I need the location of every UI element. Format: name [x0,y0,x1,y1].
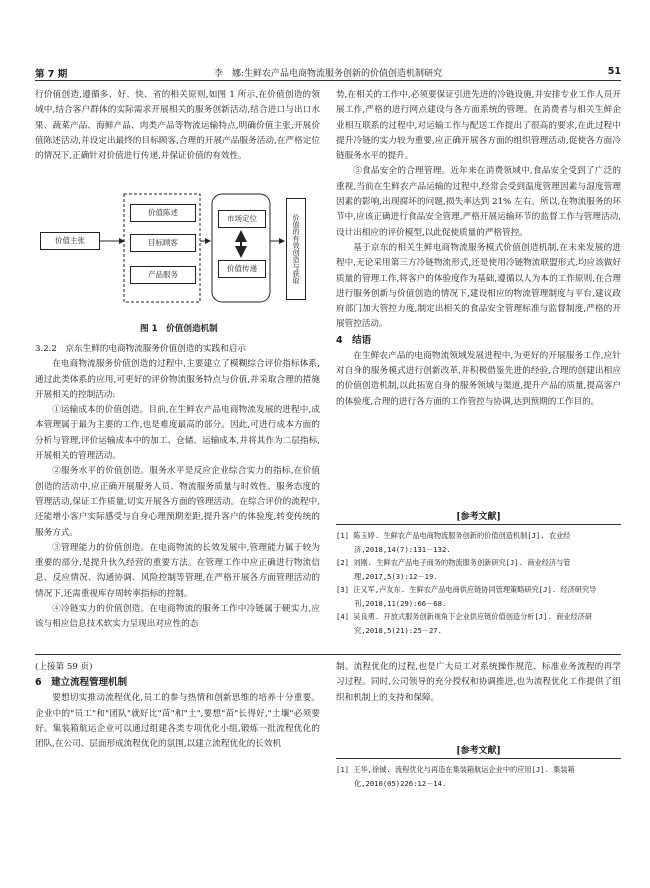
paragraph: 要想切实推动流程优化,员工的参与热情和创新思维的培养十分重要。企业中的"员工"和"团队"就好比"苗"和"土",要想"苗"长得好,"土壤"必须要好。集装箱航运企业可以通过组建各类专项优化小组,锻炼一批流程优化的团队,在公司、层面形成流程优化的氛围,以建立流程优化的长效机 [35,693,320,750]
bottom-right-column [336,660,621,706]
running-header [35,64,621,81]
value-statement-box: 价值陈述 [130,204,196,222]
bottom-left-column [35,660,320,752]
references-title: [参考文献] [456,512,501,522]
value-proposition-box: 价值主张 [40,232,100,250]
paragraph: 在电商物流服务价值创造的过程中,主要建立了模糊综合评价指标体系,通过此类体系的应用,可更好的评价物流服务特点与价值,并采取合理的措施开展相关的控制活动: [35,359,320,400]
section-heading: 6 建立流程管理机制 [35,677,128,689]
section-heading: 3.2.2 京东生鲜的电商物流服务价值创造的实践和启示 [35,344,246,354]
continued-note: (上接第 59 页) [35,662,93,672]
reference-item: [1] 王华,徐铖. 流程优化与再造在集装箱航运企业中的应用[J]. 集装箱化,2010(05)226:12－14. [336,765,575,788]
references-title: [参考文献] [456,746,501,756]
paragraph: 在生鲜农产品的电商物流领域发展进程中,为更好的开展服务工作,应针对自身的服务模式进行创新改革,并积极借鉴先进的经验,合理的创建出相应的价值创造机制,以此拓宽自身的服务领域与渠道,提升产品的质量,提高客户的体验度,合理的进行各方面的工作管控与协调,达到预期的工作目的。 [336,350,621,407]
section-divider [35,654,621,655]
running-title: 李 娜:生鲜农产品电商物流服务创新的价值创造机制研究 [213,69,443,79]
section-heading: 4 结语 [336,334,372,346]
issue-number: 第 7 期 [35,69,68,80]
paragraph: ⑤食品安全的合理管理。近年来在消费领域中,食品安全受到了广泛的重视,当前在生鲜农产品运输的过程中,经常会受到温度管理因素与湿度管理因素的影响,出现腐坏的问题,损失率达到 21% 左右。所以,在物流服务的环节中,应该正确进行食品安全管理,严格开展运输环节的监督工作与管理活动,设计出相应的评价模型,以此促使质量的严格管控。 [336,166,621,238]
paragraph: ②服务水平的价值创造。服务水平是反应企业综合实力的指标,在价值创造的活动中,应正确开展服务人员、物流服务质量与时效性、服务态度的管理活动,保证工作质量,切实开展各方面的管理活动。在综合评价的流程中,还能增小客户实际感受与自身心理预期差距,提升客户的体验度,转变传统的服务方式。 [35,466,320,538]
reference-item: [4] 吴良勇. 开放式服务创新视角下企业供应链价值创造分析[J]. 商业经济研究,2018,5(21):25－27. [336,612,593,635]
paragraph: 势,在相关的工作中,必须要保证引进先进的冷链设施,并安排专业工作人员开展工作,严格的进行网点建设与各方面系统的管理。在消费者与相关生鲜企业相互联系的过程中,对运输工作与配送工作提出了很高的要求,在此过程中提升冷链的实力较为重要,应正确开展各方面的组织管理活动,促使各方面冷链服务水平的提升。 [336,90,621,162]
reference-item: [3] 汪又军,卢友东. 生鲜农产品电商供应链协同管理策略研究[J]. 经济研究导刊,2018,11(29):66－68. [336,585,597,608]
left-column-bottom [35,342,320,633]
paragraph: 制。流程优化的过程,也是广大员工对系统操作规范、标准业务流程的再学习过程。同时,公司领导的充分授权和协调推进,也为流程优化工作提供了组织和机制上的支持和保障。 [336,662,621,703]
page-number: 51 [607,66,621,77]
product-service-box: 产品服务 [130,266,196,284]
figure-value-creation [40,192,320,304]
value-capture-box: 价值的有效创造与获取 [286,198,306,300]
reference-item: [2] 刘刚. 生鲜农产品电子商务的物流服务创新研究[J]. 商业经济与管理,2017,5(3):12－19. [336,558,571,581]
target-customer-box: 目标顾客 [130,234,196,252]
paragraph: 基于京东的相关生鲜电商物流服务模式价值创造机制,在未来发展的进程中,无论采用第三方冷链物流形式,还是使用冷链物流联盟形式,均应该做好质量的管理工作,将客户的体验度作为基础,遵循以人为本的工作原则,在合理进行服务创新与价值创造的情况下,建设相应的物流管理制度与平台,建议政府部门加大管控力度,制定出相关的食品安全管理标准与监督制度,严格的开展管控活动。 [336,242,621,330]
references-rule [336,758,621,759]
figure-caption: 图 1 价值创造机制 [140,324,218,334]
left-column-top [35,88,320,164]
references-list [336,529,621,637]
right-column [336,88,621,410]
reference-item: [1] 陈玉婷. 生鲜农产品电商物流服务创新的价值创造机制[J]. 农业经济,2018,14(7):131－132. [336,531,571,554]
paragraph: 行价值创造,遵循多、好、快、省的相关原则,如图 1 所示,在价值创造的领域中,结合客户群体的实际需求开展相关的服务创新活动,结合进口与出口水果、蔬菜产品、海鲜产品、肉类产品等物流运输特点,明确价值主张,开展价值陈述活动,并设定出最终的目标顾客,合理的开展产品服务活动,在严格定位的情况下,正确针对价值进行传递,并保证价值的有效性。 [35,90,320,162]
references-list [336,763,621,790]
paragraph: ③管理能力的价值创造。在电商物流的长效发展中,管理能力属于较为重要的部分,是提升伙久经营的重要方法。在管理工作中应正确进行物流信息、反应情况、沟通协调、风险控制等管理,在严格开展各方面管理活动的情况下,还需重视库存周转率指标的控制。 [35,542,320,599]
paragraph: ①运输成本的价值创造。目前,在生鲜农产品电商物流发展的进程中,成本管理属于最为主要的工作,也是难度最高的部分。因此,可进行成本方面的分析与管理,评价运输成本中的加工、仓储、运输成本,并将其作为二层指标,开展相关的管理活动。 [35,405,320,462]
value-delivery-box: 价值传递 [218,260,266,278]
paragraph: ④冷链实力的价值创造。在电商物流的服务工作中冷链属于硬实力,应该与相应信息技术软实力呈现出对应性的态 [35,604,320,630]
market-positioning-box: 市场定位 [218,210,266,228]
references-rule [336,524,621,525]
